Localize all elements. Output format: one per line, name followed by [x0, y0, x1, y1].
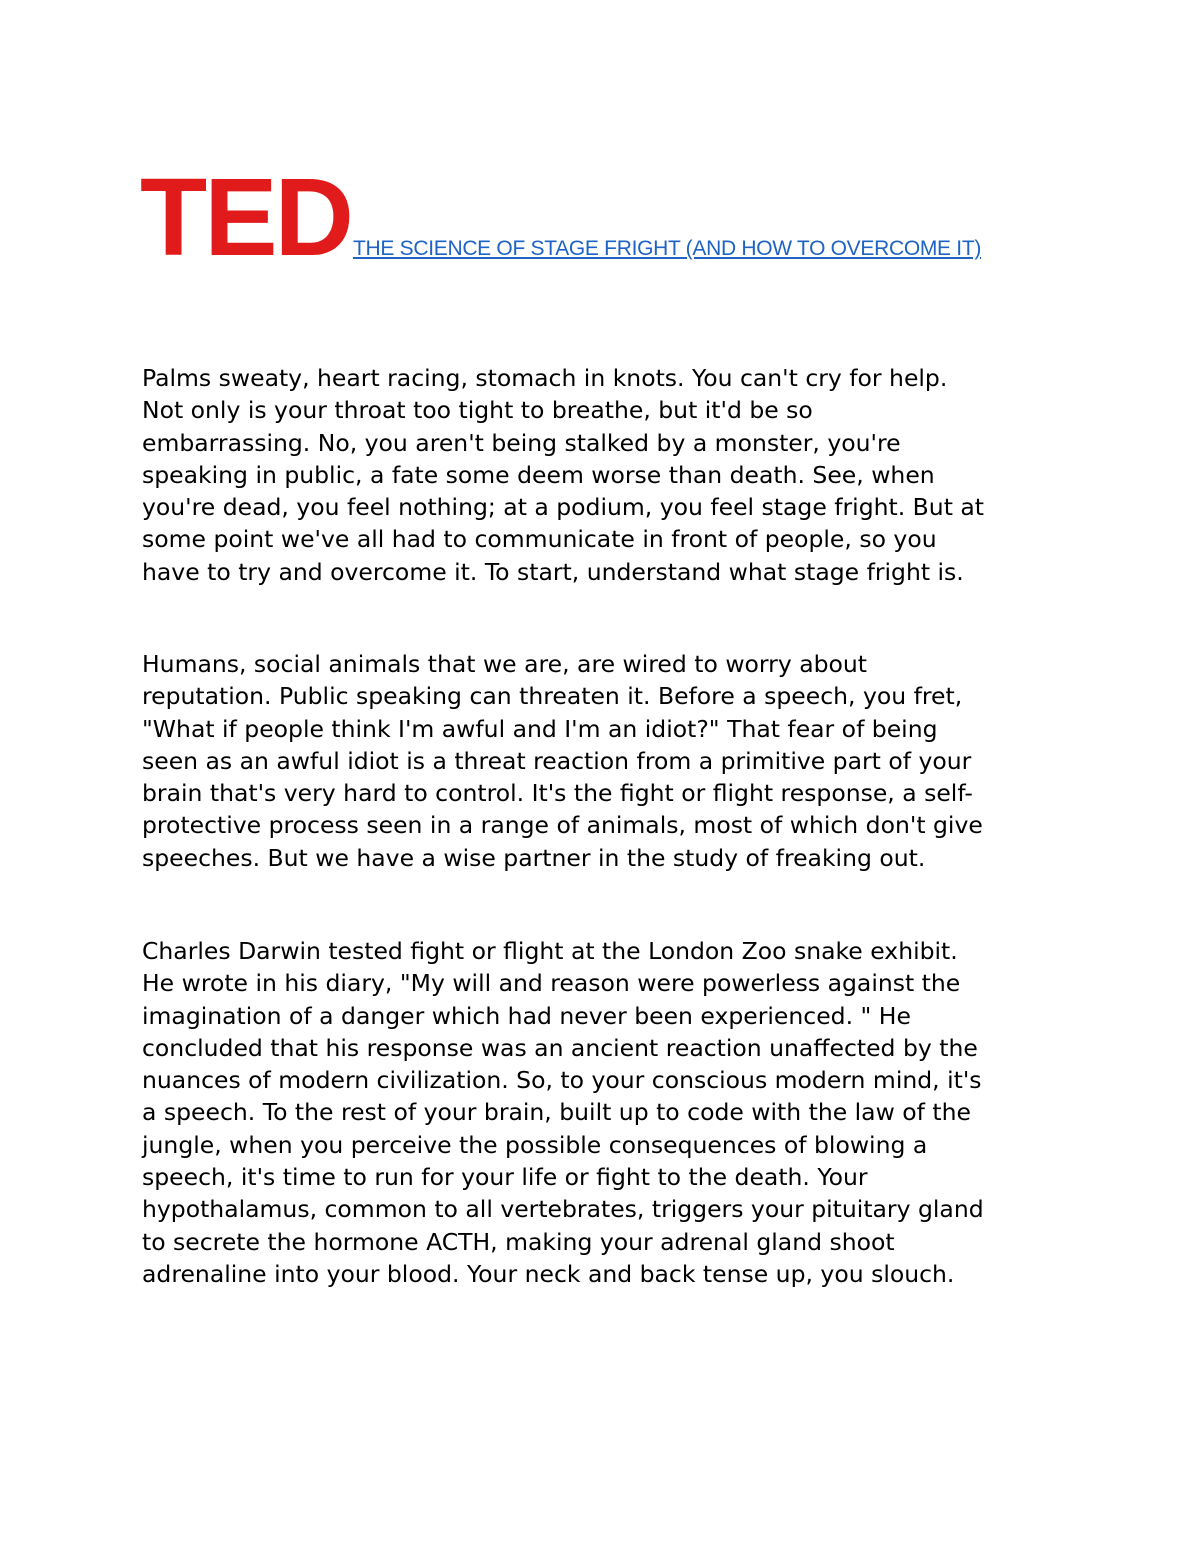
- document-header: [140, 156, 982, 279]
- paragraph-2: Humans, social animals that we are, are wired to worry about reputation. Public speaking can threaten it. Before a speech, you fret, "What if people think I'm awful and I'm an idiot?" That fear of being seen as an awful idiot is a threat reaction from a primitive part of your brain that's very hard to control. It's the fight or flight response, a self- protective process seen in a range of animals, most of which don't give speeches. But we have a wise partner in the study of freaking out.: [142, 650, 983, 872]
- paragraph-3: Charles Darwin tested fight or flight at the London Zoo snake exhibit. He wrote in his diary, "My will and reason were powerless against the imagination of a danger which had never been experienced. " He concluded that his response was an ancient reaction unaffected by the nuances of modern civilization. So, to your conscious modern mind, it's a speech. To the rest of your brain, built up to code with the law of the jungle, when you perceive the possible consequences of blowing a speech, it's time to run for your life or fight to the death. Your hypothalamus, common to all vertebrates, triggers your pituitary gland to secrete the hormone ACTH, making your adrenal gland shoot adrenaline into your blood. Your neck and back tense up, you slouch.: [142, 937, 984, 1288]
- paragraph-1: Palms sweaty, heart racing, stomach in knots. You can't cry for help. Not only is your throat too tight to breathe, but it'd be so embarrassing. No, you aren't being stalked by a monster, you're speaking in public, a fate some deem worse than death. See, when you're dead, you feel nothing; at a podium, you feel stage fright. But at some point we've all had to communicate in front of people, so you have to try and overcome it. To start, understand what stage fright is.: [142, 364, 984, 586]
- title-link[interactable]: THE SCIENCE OF STAGE FRIGHT (AND HOW TO OVERCOME IT): [353, 237, 982, 260]
- ted-logo: TED: [140, 156, 351, 279]
